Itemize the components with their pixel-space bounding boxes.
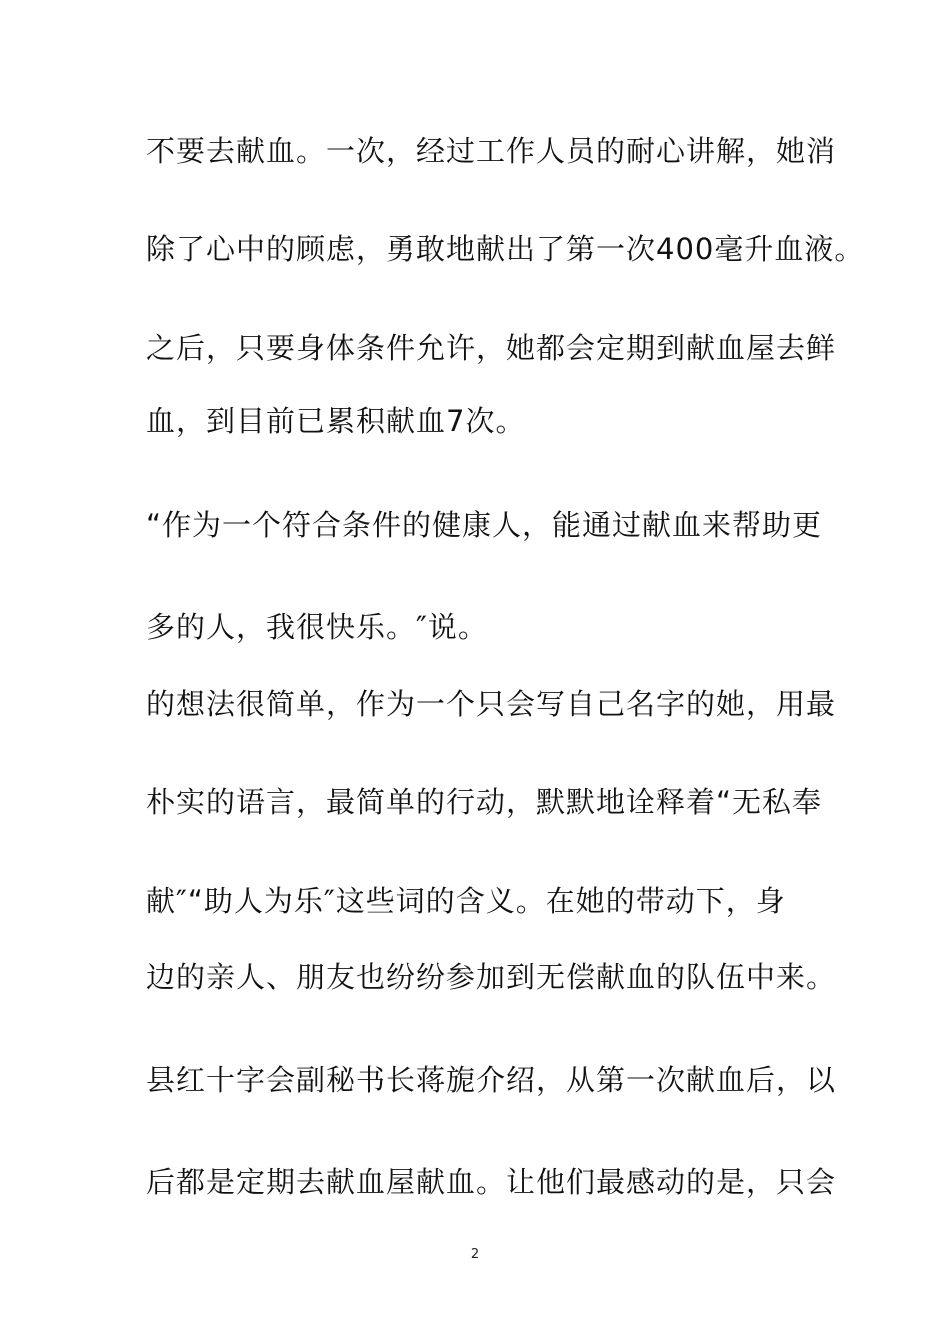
text-line-5: “作为一个符合条件的健康人，能通过献血来帮助更 (146, 508, 823, 542)
text-line-6: 多的人，我很快乐。″说。 (146, 610, 488, 644)
text-line-1: 不要去献血。一次，经过工作人员的耐心讲解，她消 (146, 134, 837, 168)
text-line-7: 的想法很简单，作为一个只会写自己名字的她，用最 (146, 687, 837, 721)
text-line-12: 后都是定期去献血屋献血。让他们最感动的是，只会 (146, 1165, 837, 1199)
text-line-10: 边的亲人、朋友也纷纷参加到无偿献血的队伍中来。 (146, 960, 837, 994)
text-line-3: 之后，只要身体条件允许，她都会定期到献血屋去鲜 (146, 331, 837, 365)
text-line-2: 除了心中的顾虑，勇敢地献出了第一次400毫升血液。 (146, 232, 865, 266)
page-number: 2 (470, 1247, 480, 1262)
text-line-4: 血，到目前已累积献血7次。 (146, 404, 526, 438)
text-line-11: 县红十字会副秘书长蒋旎介绍，从第一次献血后，以 (146, 1063, 837, 1097)
text-line-8: 朴实的语言，最简单的行动，默默地诠释着“无私奉 (146, 785, 823, 819)
text-line-9: 献″“助人为乐″这些词的含义。在她的带动下，身 (146, 884, 786, 918)
